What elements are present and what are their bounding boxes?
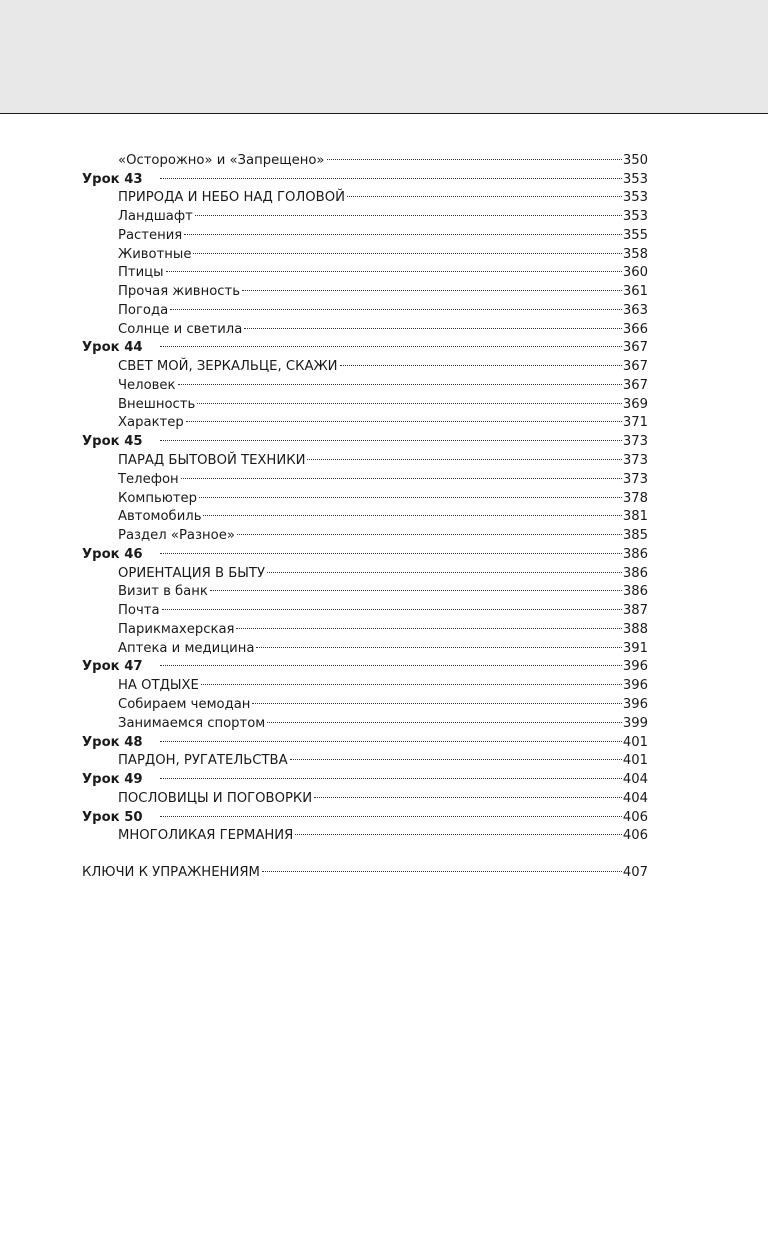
dot-leader: [242, 314, 623, 333]
entry-title: Аптека и медицина: [118, 640, 255, 656]
toc-entry[interactable]: [82, 783, 648, 806]
entry-page-number: 391: [622, 640, 648, 656]
dot-leader: [158, 652, 623, 671]
lesson-entry[interactable]: [82, 652, 648, 675]
dot-leader: [199, 670, 623, 689]
entry-title: Занимаемся спортом: [118, 715, 266, 731]
toc-entry[interactable]: [82, 276, 648, 300]
toc-entry[interactable]: [82, 445, 648, 469]
entry-page-number: 373: [622, 471, 648, 487]
dot-leader: [208, 577, 623, 596]
entry-title: Урок 44: [82, 340, 143, 356]
dot-leader: [158, 764, 623, 783]
entry-title: Почта: [118, 603, 160, 619]
entry-page-number: 386: [622, 584, 648, 600]
entry-title: Внешность: [118, 396, 196, 412]
dot-leader: [158, 164, 623, 183]
entry-title: Автомобиль: [118, 509, 202, 525]
dot-leader: [158, 727, 623, 746]
entry-title: Урок 50: [82, 809, 143, 825]
entry-page-number: 386: [622, 546, 648, 562]
dot-leader: [250, 689, 622, 708]
dot-leader: [325, 145, 623, 164]
entry-title: Урок 48: [82, 734, 143, 750]
entry-title: Телефон: [118, 471, 179, 487]
entry-page-number: 363: [622, 302, 648, 318]
entry-page-number: 360: [622, 265, 648, 281]
entry-page-number: 350: [622, 152, 648, 168]
lesson-entry[interactable]: [82, 164, 648, 187]
dot-leader: [158, 539, 623, 558]
table-of-contents: [82, 145, 648, 881]
entry-page-number: 373: [622, 453, 648, 469]
entry-page-number: 388: [622, 621, 648, 637]
entry-title: ОРИЕНТАЦИЯ В БЫТУ: [118, 565, 265, 581]
dot-leader: [158, 333, 623, 352]
toc-entry[interactable]: [82, 614, 648, 637]
dot-leader: [288, 746, 623, 765]
dot-leader: [305, 445, 622, 464]
entry-title: НА ОТДЫХЕ: [118, 678, 199, 694]
entry-page-number: 353: [622, 209, 648, 225]
entry-page-number: 399: [622, 715, 648, 731]
entry-title: Птицы: [118, 265, 164, 281]
dot-leader: [338, 351, 623, 370]
entry-page-number: 406: [622, 809, 648, 825]
lesson-entry[interactable]: [82, 426, 648, 450]
entry-page-number: 367: [622, 377, 648, 393]
entry-page-number: 371: [622, 415, 648, 431]
entry-title: Раздел «Разное»: [118, 528, 235, 544]
entry-title: Урок 46: [82, 546, 143, 562]
toc-entry[interactable]: [82, 670, 648, 694]
toc-entry[interactable]: [82, 145, 648, 168]
dot-leader: [254, 633, 622, 652]
entry-page-number: 381: [622, 509, 648, 525]
lesson-entry[interactable]: [82, 539, 648, 562]
entry-title: МНОГОЛИКАЯ ГЕРМАНИЯ: [118, 828, 294, 844]
entry-page-number: 361: [622, 284, 648, 300]
entry-page-number: 396: [622, 659, 648, 675]
lesson-entry[interactable]: [82, 333, 648, 356]
dot-leader: [240, 276, 623, 295]
dot-leader: [179, 464, 623, 483]
entry-page-number: 355: [622, 227, 648, 243]
toc-entry[interactable]: [82, 183, 648, 206]
entry-page-number: 353: [622, 190, 648, 206]
dot-leader: [195, 389, 623, 408]
toc-entry[interactable]: [82, 351, 648, 375]
entry-title: СВЕТ МОЙ, ЗЕРКАЛЬЦЕ, СКАЖИ: [118, 359, 338, 375]
dot-leader: [176, 370, 623, 389]
entry-title: ПОСЛОВИЦЫ И ПОГОВОРКИ: [118, 790, 313, 806]
dot-leader: [312, 783, 623, 802]
entry-page-number: 353: [622, 171, 648, 187]
dot-leader: [168, 295, 623, 314]
entry-page-number: 387: [622, 603, 648, 619]
entry-title: Человек: [118, 377, 176, 393]
entry-title: «Осторожно» и «Запрещено»: [118, 152, 325, 168]
entry-page-number: 378: [622, 490, 648, 506]
toc-entry[interactable]: [82, 595, 648, 619]
dot-leader: [201, 502, 622, 521]
dot-leader: [160, 595, 623, 614]
entry-title: Компьютер: [118, 490, 198, 506]
entry-page-number: 367: [622, 359, 648, 375]
entry-page-number: 396: [622, 678, 648, 694]
lesson-entry[interactable]: [82, 764, 648, 788]
entry-page-number: 406: [622, 828, 648, 844]
dot-leader: [182, 220, 623, 239]
entry-title: Животные: [118, 246, 192, 262]
dot-leader: [158, 426, 623, 445]
entry-title: КЛЮЧИ К УПРАЖНЕНИЯМ: [82, 865, 260, 881]
entry-title: Ландшафт: [118, 209, 193, 225]
entry-page-number: 407: [622, 865, 648, 881]
dot-leader: [260, 857, 623, 876]
lesson-entry[interactable]: [82, 802, 648, 825]
dot-leader: [265, 558, 623, 577]
toc-entry[interactable]: [82, 558, 648, 581]
entry-page-number: 385: [622, 528, 648, 544]
dot-leader: [345, 183, 623, 202]
entry-title: Урок 47: [82, 659, 143, 675]
page-header-band: [0, 0, 768, 114]
entry-title: Погода: [118, 302, 169, 318]
entry-page-number: 373: [622, 434, 648, 450]
entry-page-number: 369: [622, 396, 648, 412]
dot-leader: [158, 802, 623, 821]
entry-page-number: 401: [622, 753, 648, 769]
dot-leader: [164, 258, 623, 277]
entry-title: ПАРАД БЫТОВОЙ ТЕХНИКИ: [118, 453, 306, 469]
entry-title: Визит в банк: [118, 584, 208, 600]
entry-title: Прочая живность: [118, 284, 240, 300]
entry-page-number: 358: [622, 246, 648, 262]
entry-title: Урок 45: [82, 434, 143, 450]
dot-leader: [293, 821, 623, 840]
entry-title: Парикмахерская: [118, 621, 235, 637]
entry-title: Солнце и светила: [118, 321, 243, 337]
entry-title: ПРИРОДА И НЕБО НАД ГОЛОВОЙ: [118, 190, 345, 206]
entry-title: Урок 43: [82, 171, 143, 187]
lesson-entry[interactable]: [82, 727, 648, 750]
toc-entry[interactable]: [82, 258, 648, 281]
entry-page-number: 404: [622, 790, 648, 806]
dot-leader: [235, 520, 623, 539]
entry-title: Собираем чемодан: [118, 696, 251, 712]
dot-leader: [184, 408, 623, 427]
entry-page-number: 386: [622, 565, 648, 581]
dot-leader: [193, 201, 623, 220]
entry-title: Характер: [118, 415, 184, 431]
entry-page-number: 366: [622, 321, 648, 337]
dot-leader: [234, 614, 622, 633]
entry-title: ПАРДОН, РУГАТЕЛЬСТВА: [118, 753, 288, 769]
entry-page-number: 401: [622, 734, 648, 750]
dot-leader: [265, 708, 623, 727]
toc-entry[interactable]: [82, 821, 648, 844]
appendix-entry[interactable]: [82, 857, 648, 881]
entry-page-number: 404: [622, 772, 648, 788]
entry-page-number: 396: [622, 696, 648, 712]
entry-page-number: 367: [622, 340, 648, 356]
dot-leader: [197, 483, 623, 502]
entry-title: Урок 49: [82, 772, 143, 788]
dot-leader: [191, 239, 622, 258]
entry-title: Растения: [118, 227, 183, 243]
toc-entry[interactable]: [82, 746, 648, 769]
